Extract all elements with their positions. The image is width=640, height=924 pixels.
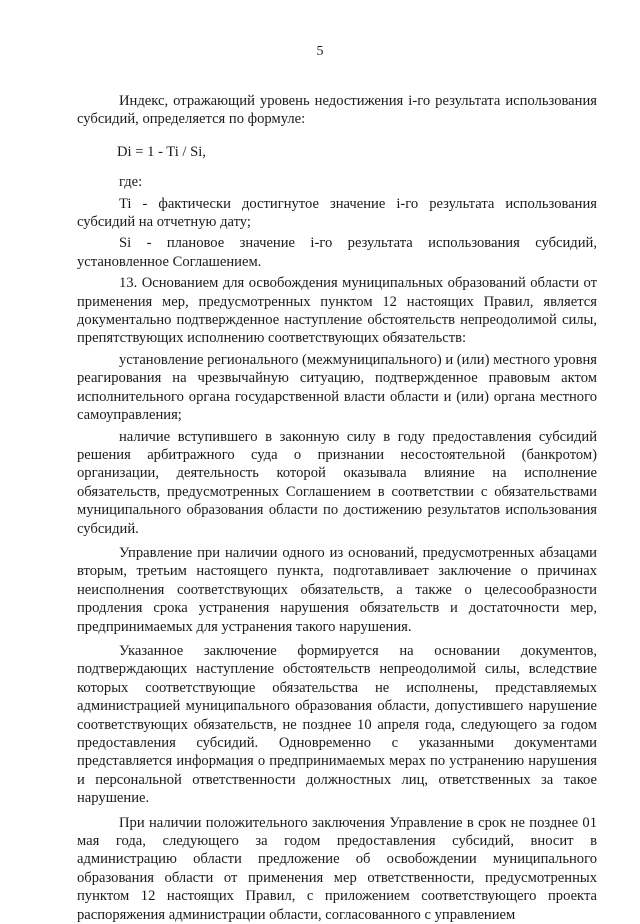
paragraph-upravlenie: Управление при наличии одного из оснований, предусмотренных абзацами вторым, третьим настоящего пункта, подготавливает заключение о причинах неисполнения соответствующих обязательств, а также о целесообразности продления срока устранения нарушения обязательств и достаточности мер, предпринимаемых для устранения такого нарушения.: [77, 544, 597, 635]
definition-s: Si - плановое значение i-го результата использования субсидий, установленное Соглашением.: [77, 235, 597, 270]
paragraph-13: 13. Основанием для освобождения муниципальных образований области от применения мер, предусмотренных пунктом 12 настоящих Правил, является документально подтвержденное наступление обстоятельств непреодолимой силы, препятствующих исполнению соответствующих обязательств:: [77, 275, 597, 347]
where-label: где:: [119, 174, 143, 191]
definition-t: Ti - фактически достигнутое значение i-го результата использования субсидий на отчетную дату;: [77, 195, 597, 231]
document-body: [77, 92, 597, 924]
page-number: 5: [316, 44, 324, 59]
paragraph-conclusion: Указанное заключение формируется на основании документов, подтверждающих наступление обстоятельств непреодолимой силы, вследствие которых соответствующие обязательства не исполнены, представляемых администрацией муниципального образования области, допустившего нарушение соответствующих обязательств, не позднее 10 апреля года, следующего за годом предоставления субсидий. Одновременно с указанными документами представляется информация о предпринимаемых мерах по устранению нарушения и персональной ответственности должностных лиц, ответственных за такое нарушение.: [77, 642, 597, 807]
paragraph-positive-conclusion: При наличии положительного заключения Управление в срок не позднее 01 мая года, следующего за годом предоставления субсидий, вносит в администрацию области предложение об освобождении муниципального образования области от применения мер ответственности, предусмотренных пунктом 12 настоящих Правил, с приложением соответствующего проекта распоряжения администрации области, согласованного с управлением: [77, 814, 597, 923]
item-emergency: установление регионального (межмуниципального) и (или) местного уровня реагирования на чрезвычайную ситуацию, подтвержденное правовым актом исполнительного органа государственной власти области и (или) органа местного самоуправления;: [77, 351, 597, 424]
item-court-decision: наличие вступившего в законную силу в году предоставления субсидий решения арбитражного суда о признании несостоятельной (банкротом) организации, деятельность которой оказывала влияние на исполнение обязательств, предусмотренных Соглашением в соответствии с обязательствами муниципального образования области по достижению результатов использования субсидий.: [77, 428, 597, 537]
paragraph-index-intro: Индекс, отражающий уровень недостижения i-го результата использования субсидий, определяется по формуле:: [77, 93, 597, 128]
formula: Di = 1 - Ti / Si,: [117, 143, 206, 160]
